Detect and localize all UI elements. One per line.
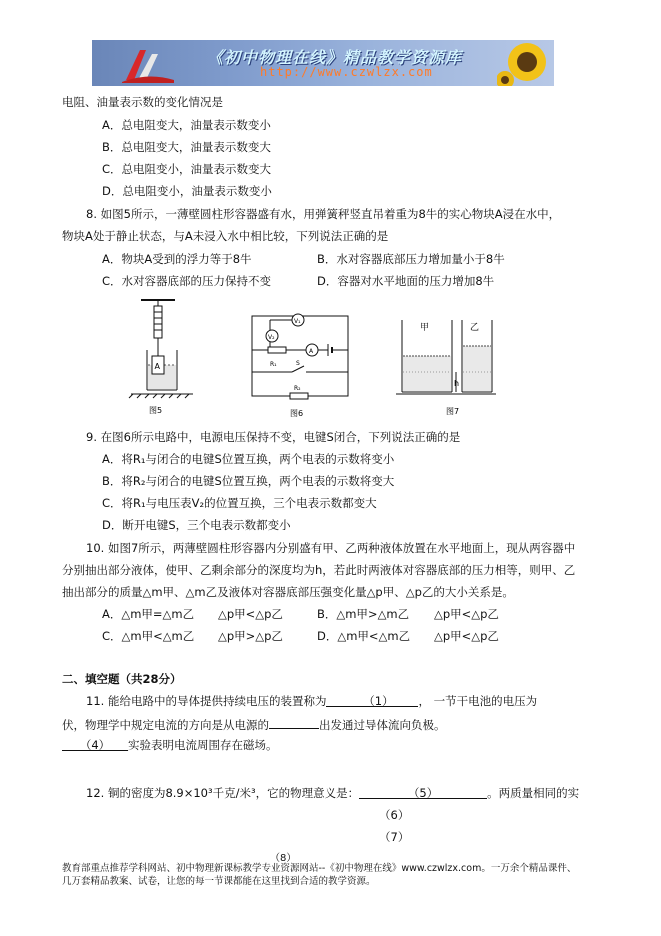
fig7-jia-label: 甲 [420,323,430,333]
q10-option-c-mass: C．△m甲<△m乙 [102,629,195,643]
q10-option-d-mass: D．△m甲<△m乙 [317,629,411,643]
q11-text-a: 11. 能给电路中的导体提供持续电压的装置称为 [86,694,327,708]
q7-option-b: B．总电阻变大，油量表示数变大 [102,140,271,154]
figure-7 [396,316,496,420]
q10-option-d-pressure: △p甲<△p乙 [434,629,499,643]
q10-option-a-pressure: △p甲<△p乙 [218,607,283,621]
header-banner [92,40,554,86]
banner-url: http://www.czwlzx.com [260,65,433,79]
q8-stem-line1: 8. 如图5所示，一薄壁圆柱形容器盛有水，用弹簧秤竖直吊着重为8牛的实心物块A浸在水中， [86,207,561,221]
logo-icon [118,44,178,84]
q9-option-a: A．将R₁与闭合的电键S位置互换，两个电表的示数将变小 [102,452,395,466]
q9-option-c: C．将R₁与电压表V₂的位置互换，三个电表示数都变大 [102,496,377,510]
blank-5-label: （5） [407,786,439,800]
q9-option-b: B．将R₂与闭合的电键S位置互换，两个电表的示数将变大 [102,474,395,488]
fig6-ammeter-label: A [309,348,314,355]
q7-stem-tail: 电阻、油量表示数的变化情况是 [62,95,223,109]
blank-4-label: （4） [79,738,111,752]
q9-stem: 9. 在图6所示电路中，电源电压保持不变，电键S闭合，下列说法正确的是 [86,430,461,444]
q10-stem-line3: 抽出部分的质量△m甲、△m乙及液体对容器底部压强变化量△p甲、△p乙的大小关系是。 [62,585,514,599]
q11-line1 [86,694,537,708]
q11-text-d: 出发通过导体流向负极。 [319,718,446,732]
q10-option-a-mass: A．△m甲=△m乙 [102,607,195,621]
blank-8-label: （8） [270,853,297,864]
fig6-r1-label: R₁ [270,361,277,368]
blank-6-label: （6） [379,808,410,822]
q10-option-b-mass: B．△m甲>△m乙 [317,607,410,621]
q11-line2 [62,716,446,732]
fig5-block-label: A [154,362,160,371]
q7-option-d: D．总电阻变小，油量表示数变小 [102,184,272,198]
q8-stem-line2: 物块A处于静止状态，与A未浸入水中相比较，下列说法正确的是 [62,229,389,243]
q11-line3 [62,738,278,752]
fig7-caption: 图7 [446,407,460,416]
fig6-v2-label: V₂ [268,334,275,341]
footer-line1: 教育部重点推荐学科网站、初中物理新课标教学专业资源网站--《初中物理在线》www.czwlzx.com。一万余个精品课件、 [62,863,577,874]
q10-stem-line1: 10. 如图7所示，两薄壁圆柱形容器内分别盛有甲、乙两种液体放置在水平地面上，现从两容器中 [86,541,576,555]
q9-option-d: D．断开电键S，三个电表示数都变小 [102,518,291,532]
blank-1[interactable] [326,694,418,707]
q7-option-c: C．总电阻变小，油量表示数变大 [102,162,272,176]
figure-5 [125,298,200,418]
q8-option-c: C．水对容器底部的压力保持不变 [102,274,272,288]
q10-stem-line2: 分别抽出部分液体，使甲、乙剩余部分的深度均为h，若此时两液体对容器底部的压力相等，则甲、乙 [62,563,576,577]
fig7-yi-label: 乙 [470,323,480,333]
q7-option-a: A．总电阻变大，油量表示数变小 [102,118,271,132]
q8-option-a: A．物块A受到的浮力等于8牛 [102,252,252,266]
blank-4[interactable] [62,738,128,751]
figure-6 [248,312,352,422]
q12-text-b: 。两质量相同的实 [487,786,580,800]
q11-text-c: 伏，物理学中规定电流的方向是从电源的 [62,718,269,732]
blank-7-label: （7） [379,830,410,844]
fig6-r2-label: R₂ [294,385,301,392]
footer-line2: 几万套精品教案、试卷，让您的每一节课都能在这里找到合适的教学资源。 [62,876,376,887]
q12-text-a: 12. 铜的密度为8.9×10³千克/米³，它的物理意义是： [86,786,360,800]
q10-option-c-pressure: △p甲>△p乙 [218,629,283,643]
q8-option-d: D．容器对水平地面的压力增加8牛 [317,274,495,288]
fig6-caption: 图6 [290,409,304,418]
fig7-h-label: h [454,379,460,388]
sunflower-icon [497,40,554,86]
q11-text-e: 实验表明电流周围存在磁场。 [128,738,278,752]
blank-3[interactable] [269,716,319,729]
banner-title: 《初中物理在线》精品教学资源库 [207,48,463,67]
q8-option-b: B．水对容器底部压力增加量小于8牛 [317,252,505,266]
q10-option-b-pressure: △p甲<△p乙 [434,607,499,621]
q11-text-b: ， 一节干电池的电压为 [418,694,538,708]
fig6-switch-label: S [296,360,300,367]
q12-line1 [86,786,579,800]
fig5-caption: 图5 [149,406,163,415]
blank-5[interactable] [359,786,487,799]
section-heading: 二、填空题（共28分） [62,672,182,686]
fig6-v1-label: V₁ [294,318,301,325]
blank-1-label: （1） [363,694,394,708]
